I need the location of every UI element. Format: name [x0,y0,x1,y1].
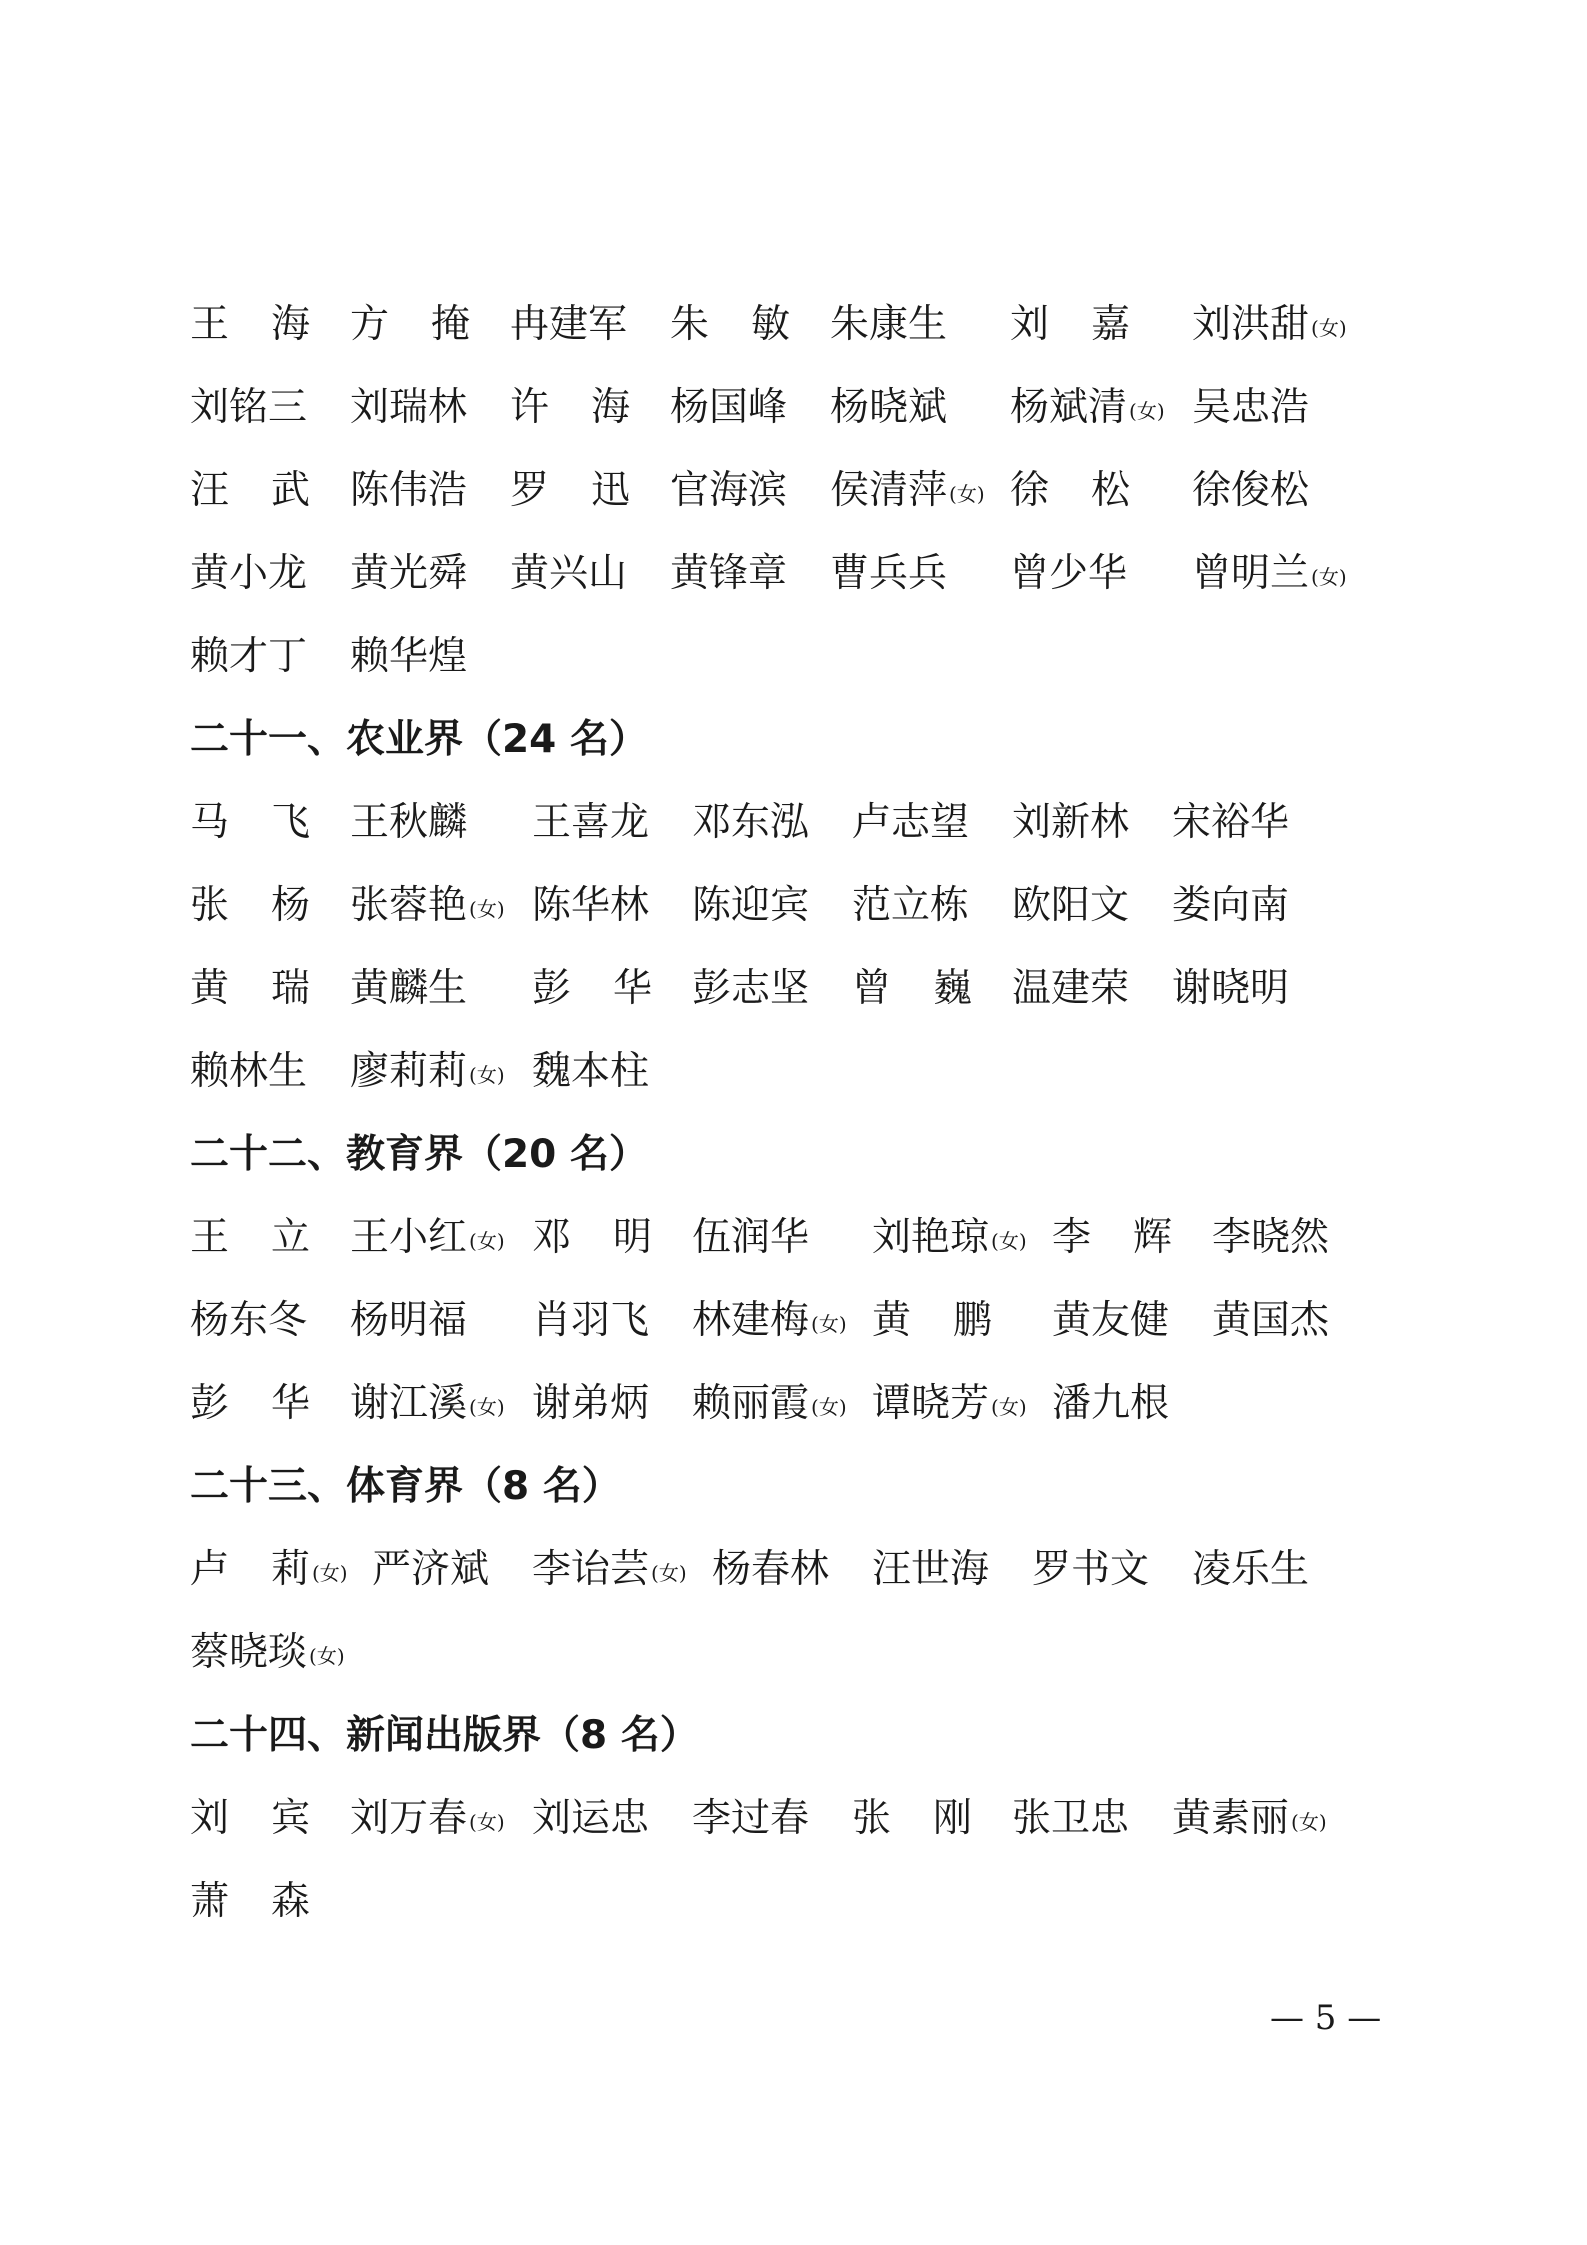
person-name: 赖才丁 [190,634,308,679]
female-marker: (女) [991,1229,1027,1253]
person-name: 宋裕华 [1172,800,1290,845]
person-name: 王秋麟 [350,800,468,845]
person-name: 刘 宾 [190,1796,311,1841]
person-name: 温建荣 [1012,966,1130,1011]
name-row [0,544,1587,604]
person-name: 王 海 [190,302,311,347]
person-name: 邓东泓 [692,800,810,845]
female-marker: (女) [1311,565,1347,589]
person-name: 曾明兰 (女) [1192,551,1347,596]
person-name: 李晓然 [1212,1215,1330,1260]
person-name: 黄光舜 [350,551,468,596]
female-marker: (女) [651,1561,687,1585]
person-name: 伍润华 [692,1215,810,1260]
section-heading: 二十二、教育界（20 名） [190,1132,648,1177]
person-name: 陈迎宾 [692,883,810,928]
person-name: 朱康生 [830,302,948,347]
person-name: 刘瑞林 [350,385,468,430]
person-name: 肖羽飞 [532,1298,650,1343]
female-marker: (女) [991,1395,1027,1419]
person-name: 张 刚 [852,1796,973,1841]
person-name: 蔡晓琰 (女) [190,1630,345,1675]
person-name: 邓 明 [532,1215,653,1260]
person-name: 汪 武 [190,468,311,513]
person-name: 卢志望 [852,800,970,845]
person-name: 徐 松 [1010,468,1131,513]
person-name: 杨斌清 (女) [1010,385,1165,430]
person-name: 黄友健 [1052,1298,1170,1343]
person-name: 黄素丽 (女) [1172,1796,1327,1841]
person-name: 刘洪甜 (女) [1192,302,1347,347]
person-name: 刘万春 (女) [350,1796,505,1841]
person-name: 娄向南 [1172,883,1290,928]
person-name: 陈伟浩 [350,468,468,513]
name-row [0,1872,1587,1932]
female-marker: (女) [949,482,985,506]
person-name: 林建梅 (女) [692,1298,847,1343]
name-row [0,1042,1587,1102]
person-name: 赖丽霞 (女) [692,1381,847,1426]
name-row [0,793,1587,853]
name-row [0,1540,1587,1600]
person-name: 杨晓斌 [830,385,948,430]
person-name: 黄小龙 [190,551,308,596]
person-name: 黄锋章 [670,551,788,596]
person-name: 赖华煌 [350,634,468,679]
person-name: 王 立 [190,1215,311,1260]
person-name: 王喜龙 [532,800,650,845]
female-marker: (女) [1129,399,1165,423]
person-name: 刘 嘉 [1010,302,1131,347]
person-name: 黄 瑞 [190,966,311,1011]
person-name: 曾少华 [1010,551,1128,596]
section-heading: 二十三、体育界（8 名） [190,1464,621,1509]
person-name: 张卫忠 [1012,1796,1130,1841]
name-row [0,1291,1587,1351]
name-row [0,1374,1587,1434]
name-row [0,876,1587,936]
person-name: 许 海 [510,385,631,430]
person-name: 官海滨 [670,468,788,513]
female-marker: (女) [469,1395,505,1419]
name-row [0,627,1587,687]
person-name: 范立栋 [852,883,970,928]
female-marker: (女) [469,897,505,921]
female-marker: (女) [309,1644,345,1668]
person-name: 侯清萍 (女) [830,468,985,513]
female-marker: (女) [811,1395,847,1419]
person-name: 李诒芸 (女) [532,1547,687,1592]
person-name: 魏本柱 [532,1049,650,1094]
person-name: 黄麟生 [350,966,468,1011]
person-name: 萧 森 [190,1879,311,1924]
person-name: 马 飞 [190,800,311,845]
name-row [0,295,1587,355]
name-row [0,461,1587,521]
person-name: 冉建军 [510,302,628,347]
person-name: 王小红 (女) [350,1215,505,1260]
name-row [0,1623,1587,1683]
person-name: 黄 鹏 [872,1298,993,1343]
person-name: 朱 敏 [670,302,791,347]
person-name: 廖莉莉 (女) [350,1049,505,1094]
female-marker: (女) [1291,1810,1327,1834]
person-name: 张 杨 [190,883,311,928]
person-name: 杨东冬 [190,1298,308,1343]
person-name: 罗书文 [1032,1547,1150,1592]
section-heading: 二十一、农业界（24 名） [190,717,648,762]
person-name: 方 掩 [350,302,471,347]
person-name: 谢江溪 (女) [350,1381,505,1426]
person-name: 卢 莉(女) [190,1547,348,1592]
person-name: 杨明福 [350,1298,468,1343]
person-name: 赖林生 [190,1049,308,1094]
person-name: 罗 迅 [510,468,631,513]
person-name: 谢晓明 [1172,966,1290,1011]
person-name: 陈华林 [532,883,650,928]
person-name: 谢弟炳 [532,1381,650,1426]
name-row [0,1789,1587,1849]
person-name: 李 辉 [1052,1215,1173,1260]
person-name: 黄兴山 [510,551,628,596]
person-name: 谭晓芳 (女) [872,1381,1027,1426]
person-name: 刘铭三 [190,385,308,430]
person-name: 吴忠浩 [1192,385,1310,430]
person-name: 刘新林 [1012,800,1130,845]
person-name: 汪世海 [872,1547,990,1592]
person-name: 彭志坚 [692,966,810,1011]
female-marker: (女) [469,1063,505,1087]
person-name: 杨国峰 [670,385,788,430]
person-name: 彭 华 [532,966,653,1011]
person-name: 黄国杰 [1212,1298,1330,1343]
person-name: 刘艳琼 (女) [872,1215,1027,1260]
section-heading: 二十四、新闻出版界（8 名） [190,1713,699,1758]
female-marker: (女) [312,1561,348,1585]
name-row [0,378,1587,438]
person-name: 彭 华 [190,1381,311,1426]
person-name: 张蓉艳 (女) [350,883,505,928]
person-name: 刘运忠 [532,1796,650,1841]
female-marker: (女) [469,1810,505,1834]
female-marker: (女) [811,1312,847,1336]
person-name: 潘九根 [1052,1381,1170,1426]
female-marker: (女) [1311,316,1347,340]
person-name: 曹兵兵 [830,551,948,596]
person-name: 凌乐生 [1192,1547,1310,1592]
page-number: — 5 — [1270,1998,1382,2038]
female-marker: (女) [469,1229,505,1253]
name-row [0,1208,1587,1268]
person-name: 严济斌 [372,1547,490,1592]
person-name: 欧阳文 [1012,883,1130,928]
person-name: 李过春 [692,1796,810,1841]
person-name: 杨春林 [712,1547,830,1592]
person-name: 徐俊松 [1192,468,1310,513]
name-row [0,959,1587,1019]
person-name: 曾 巍 [852,966,973,1011]
